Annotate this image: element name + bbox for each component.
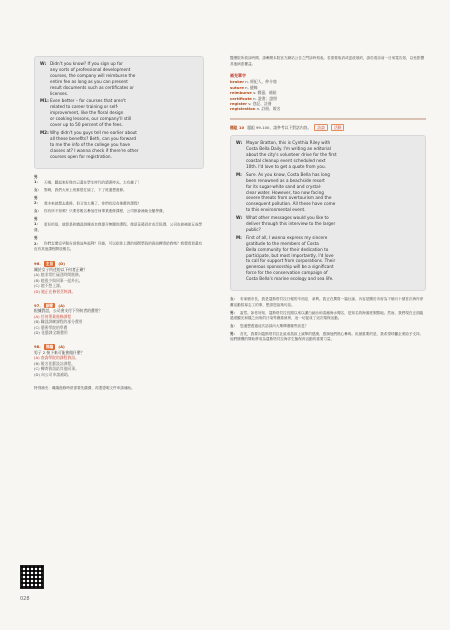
- translation-line: [34, 196, 204, 207]
- translation-text: 天哪，聽起來好像自己還在學生時代的讀書時光，太有趣了！: [44, 180, 142, 185]
- question-stem: 根據對話，公司會支付下列何者的費用？: [34, 308, 103, 314]
- left_dialog.paragraphs-line: Didn't you know? If you sign up for: [50, 61, 123, 66]
- translation-text: 對啊，我們大家上班都很忙碌了，下了班還想進修。: [44, 187, 127, 192]
- vocab-def: n. 縫線: [245, 84, 258, 90]
- left_dialog.paragraphs-paragraph-text: [50, 130, 198, 160]
- intro-text: 題組 99-100，請參考以下對話內容。: [247, 124, 312, 130]
- question-number: 97.: [34, 302, 41, 308]
- right_dialog-line: clear water. However, too now facing: [246, 189, 324, 195]
- translation-speaker: 男：: [230, 331, 238, 336]
- translation-speaker: 男 1：: [34, 174, 41, 185]
- question-option[interactable]: (A) 查詢學院的課程資訊。: [34, 355, 79, 361]
- right_dialog-line: about the city's volunteer drive for the first: [246, 152, 337, 158]
- right_dialog-paragraph: [236, 235, 420, 282]
- left-column: [34, 56, 204, 630]
- translation-line: [34, 236, 204, 253]
- right_dialog-line: to this environmental event.: [246, 207, 306, 213]
- question-block: [34, 261, 204, 295]
- section-divider: [230, 118, 426, 120]
- vocab-word: registration: [230, 106, 256, 112]
- vocab-word: suture: [230, 84, 244, 90]
- left-questions: [34, 261, 204, 378]
- left_dialog.paragraphs-paragraph-text: [50, 98, 198, 128]
- left_dialog.paragraphs-speaker: M2:: [40, 129, 49, 135]
- right_dialog-paragraph-text: [246, 140, 420, 170]
- question-option[interactable]: (C) 她不想上課。: [34, 283, 64, 289]
- question-block: [34, 344, 204, 378]
- left_dialog.paragraphs-line: courses, the company will reimburse the: [50, 72, 136, 78]
- left_dialog.paragraphs-paragraph: [40, 98, 198, 128]
- right_dialog-line: severe threats from overtourism and the: [246, 195, 332, 201]
- left_dialog.paragraphs-paragraph: [40, 130, 198, 160]
- right_dialog-paragraph: [236, 172, 420, 213]
- right_dialog-speaker: M:: [236, 171, 242, 177]
- right-intro: [230, 124, 426, 131]
- question-option[interactable]: (A) 她非常忙碌沒時間進修。: [34, 272, 83, 278]
- translation-text: 您還想透過這次訪談向大眾傳遞哪些訊息？: [240, 323, 309, 328]
- translation-speaker: 男 2：: [34, 235, 41, 246]
- translation-text: 我本來就想去進修，但又怕太累了，你們有沒有推薦的課程？: [44, 201, 142, 206]
- translation-speaker: 女：: [34, 209, 42, 214]
- vocab-item: [230, 106, 426, 111]
- right_dialog-line: coastal cleanup event scheduled next: [246, 157, 326, 163]
- translation-line: [34, 209, 204, 215]
- left_dialog.paragraphs-line: entire fee as long as you can present: [50, 78, 128, 84]
- question-option[interactable]: (A) 任何專業進修課程: [34, 313, 72, 319]
- right_dialog-line: participate, but most importantly, I'd love: [246, 252, 334, 258]
- left_dialog.paragraphs-paragraph-text: [50, 61, 198, 96]
- left_dialog.paragraphs-line: result documents such as certificates or: [50, 84, 134, 90]
- right_dialog-line: First of all, I wanna express my sincere: [246, 234, 328, 240]
- left_dialog.paragraphs-speaker: M1:: [40, 98, 49, 104]
- translation-text: 首先，我要向蔻斯塔貝拉社區成員致上誠摯的感謝，感謝他們熱心參與。但最重要的是，我希望呼籲企業給予支持。他們慷慨的贊助將成為蔻斯塔貝拉海洋生態保育活動的重要力量。: [230, 331, 424, 342]
- question-type-tag: 主旨: [45, 260, 54, 266]
- translation-speaker: 女：: [230, 323, 238, 328]
- left_dialog.paragraphs-line: related to career training or self-: [50, 104, 119, 110]
- vocab-def: v. 償還、補貼: [253, 90, 277, 96]
- vocab-word: certificate: [230, 95, 252, 101]
- left-dialog-box: [34, 56, 204, 169]
- right_dialog-speaker: W:: [236, 215, 243, 221]
- question-option[interactable]: (D) 花藝課全額費用: [34, 330, 68, 336]
- question-type-tag: 細節: [45, 302, 54, 308]
- translation-text: 你有所不知嗎？只要你報名參加任何專業進修課程，公司都會補助全額學費。: [44, 209, 167, 214]
- right-column: [230, 56, 426, 630]
- right_dialog-line: Costa Bella's marine ecology and sea life.: [246, 276, 334, 282]
- right-translation: [230, 297, 426, 343]
- question-option[interactable]: (D) 她正在修習烹飪課。: [34, 288, 76, 294]
- question-option[interactable]: (C) 轉寄資訊給其他同事。: [34, 366, 79, 372]
- vocab-word: reimburse: [230, 90, 252, 96]
- translation-speaker: 女：: [34, 187, 42, 192]
- right_dialog-line: to call for support from corporations. Their: [246, 258, 336, 264]
- left_dialog.paragraphs-paragraph: [40, 61, 198, 96]
- right_dialog-speaker: W:: [236, 140, 243, 146]
- left_dialog.paragraphs-line: courses open for registration.: [50, 153, 112, 159]
- question-option[interactable]: (B) 她很少與同事一起外出。: [34, 277, 83, 283]
- right_dialog-line: public?: [246, 226, 261, 232]
- translation-line: [230, 311, 426, 322]
- vocab-header: 補充單字: [230, 73, 246, 79]
- question-number: 98.: [34, 344, 41, 350]
- right_dialog-line: for its sugar-white sand and crystal-: [246, 183, 322, 189]
- right_dialog-line: What other messages would you like to: [246, 215, 329, 221]
- vocab-list: [230, 79, 426, 111]
- right_dialog-line: force for the conservation campaign of: [246, 270, 328, 276]
- right_dialog-line: gratitude to the members of Costa: [246, 240, 319, 246]
- left_dialog.paragraphs-line: licenses.: [50, 90, 69, 96]
- left_dialog.paragraphs-line: to me the info of the college you have: [50, 141, 131, 147]
- translation-text: 你們怎麼沒早點告訴我這些福利？貝絲，可以把你上課的那間學院的資訊轉寄給我嗎？我想看看還有沒有其他課程開放報名。: [34, 241, 203, 252]
- vocab-word: broker: [230, 79, 245, 85]
- question-option[interactable]: (C) 藝術學院的學費: [34, 324, 68, 330]
- right_dialog-line: Sure. As you know, Costa Bella has long: [246, 171, 330, 177]
- right_dialog-line: deliver through this interview to the larger: [246, 221, 336, 227]
- vocab-word: register: [230, 101, 247, 107]
- left_dialog.paragraphs-line: Why didn't you guys tell me earlier about: [50, 129, 137, 135]
- left_dialog.paragraphs-line: or cooking lessons, our company'll still: [50, 116, 132, 122]
- translation-speaker: 男 1：: [34, 216, 41, 227]
- question-type-tag: 推論: [45, 344, 54, 350]
- question-option[interactable]: (B) 職涯訓練課程的部分費用: [34, 319, 83, 325]
- left_dialog.paragraphs-line: classes at? I wanna check if there're other: [50, 147, 139, 153]
- right-dialog-box: [230, 135, 426, 291]
- question-answer: (D): [58, 260, 65, 266]
- left_dialog.paragraphs-line: all these benefits? Beth, can you forward: [50, 135, 137, 141]
- page-number: 028: [20, 596, 30, 602]
- question-answer: (A): [58, 302, 65, 308]
- right_dialog-line: Mayor Bratton, this is Cynthia Riley with: [246, 140, 331, 146]
- right_dialog-paragraph-text: [246, 172, 420, 213]
- left-footer-note: 特別補充：職場進修時常需要先繳費、再憑證明文件申請補助。: [34, 385, 135, 390]
- intro-label: 題組 10: [230, 124, 245, 130]
- vocab-def: n. 經紀人、仲介商: [245, 79, 277, 85]
- left-translation: [34, 175, 204, 253]
- question-option[interactable]: (B) 報名花藝設計課程。: [34, 360, 75, 366]
- right_dialog-line: generous sponsorship will be a significant: [246, 264, 334, 270]
- question-stem: 男子 2 接下來可能會做什麼？: [34, 349, 85, 355]
- vocab-def: v. 登記、註冊: [248, 101, 272, 107]
- translation-speaker: 男：: [230, 310, 238, 315]
- left_dialog.paragraphs-line: improvement, like the floral design: [50, 110, 124, 116]
- question-stem: 關於女子所述的以下何者正確？: [34, 266, 88, 272]
- vocab-def: n. 註冊、報名: [256, 106, 281, 112]
- translation-line: [34, 217, 204, 234]
- left_dialog.paragraphs-line: cover up to 50 percent of the fees.: [50, 122, 123, 128]
- right_dialog-paragraph: [236, 140, 420, 170]
- translation-speaker: 男 2：: [34, 195, 41, 206]
- right_dialog-speaker: M:: [236, 234, 242, 240]
- right_dialog-line: Bella community for their dedication to: [246, 246, 329, 252]
- translation-line: [230, 324, 426, 330]
- intro-pill-1: 訪談: [314, 124, 328, 131]
- right_dialog-paragraph-text: [246, 215, 420, 233]
- right_dialog-line: been renowned as a beachside resort: [246, 177, 325, 183]
- qr-code-icon[interactable]: [20, 565, 44, 589]
- question-number: 96.: [34, 260, 41, 266]
- translation-line: [34, 188, 204, 194]
- right_dialog-line: Costa Bella Daily. I'm writing an editorial: [246, 146, 331, 152]
- left_dialog.paragraphs-line: Even better – for courses that aren't: [50, 98, 126, 104]
- translation-speaker: 女：: [230, 297, 238, 302]
- question-option[interactable]: (D) 向公司申請補助。: [34, 372, 72, 378]
- right-top-translation: 醫療院所看診時間，請參閱本院官方網站公告之門診時刻表。若需要取消或更改預約，請於看診前一日來電告知，以免影響其他病患權益。: [230, 56, 425, 66]
- right_dialog-line: 10th. I'd love to get a quote from you.: [246, 163, 326, 169]
- right_dialog-paragraph-text: [246, 235, 420, 282]
- translation-text: 更好的是，就算是和職涯訓練或自我提升無關的課程，像是花藝設計或烹飪課，公司也會補助五成學費。: [34, 222, 203, 233]
- left_dialog.paragraphs-line: any sorts of professional development: [50, 66, 131, 72]
- intro-pill-2: 活動: [331, 124, 345, 131]
- vocab-def: n. 證書；證照: [253, 95, 277, 101]
- question-block: [34, 303, 204, 337]
- translation-text: 布萊頓市長，我是蔻斯塔貝拉日報的辛西亞．萊利。我正在撰寫一篇社論，內容是關於市府為下個月十號首次海岸淨灘活動招募志工的事，想請您說幾句話。: [230, 297, 424, 307]
- left_dialog.paragraphs-speaker: W:: [40, 61, 47, 66]
- translation-text: 當然。如你所知，蔻斯塔貝拉長期以來以潔白細沙和清澈海水聞名，是知名的海濱度假勝地。然而，我們現在正面臨過度觀光和隨之而來的汙染等嚴重威脅，這一切促成了這次環保活動。: [230, 310, 424, 321]
- translation-line: [34, 175, 204, 186]
- translation-line: [230, 297, 426, 308]
- translation-line: [230, 332, 426, 343]
- question-answer: (A): [58, 344, 65, 350]
- right_dialog-line: consequent pollution. All these have come: [246, 201, 336, 207]
- right_dialog-paragraph: [236, 215, 420, 233]
